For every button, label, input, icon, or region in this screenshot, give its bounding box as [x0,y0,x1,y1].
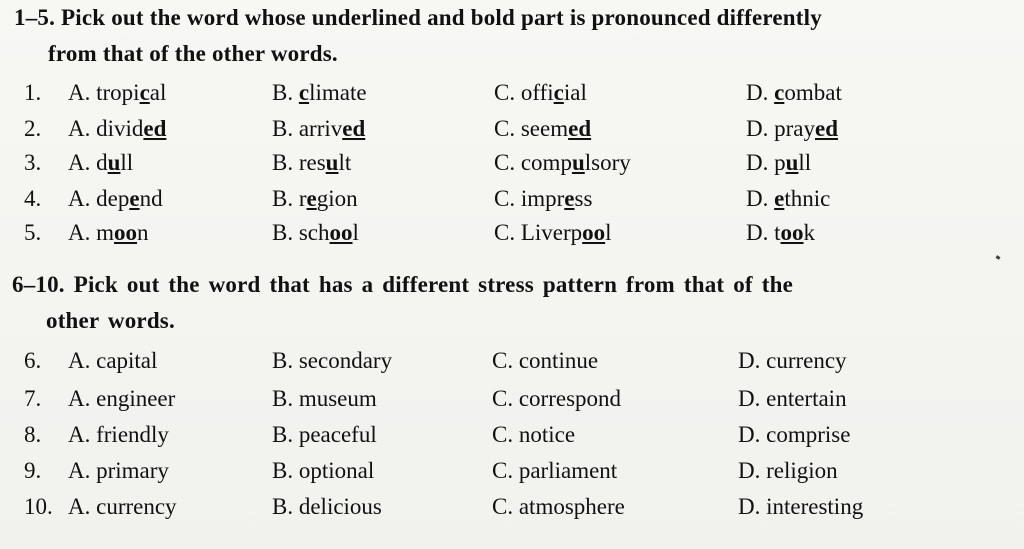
underlined-part: ed [342,116,366,141]
word-part: l [352,220,359,245]
word-part: arriv [298,116,343,141]
word-part: d [96,150,108,175]
word-part: offi [520,80,554,105]
option-b: B. delicious [272,494,382,519]
question-number: 8. [24,422,42,447]
question-number: 7. [24,386,42,411]
word-part: dep [96,186,130,211]
option-letter: D. [746,116,775,141]
question-row-2 [0,116,1024,152]
option-b [272,186,358,212]
underlined-part: oo [114,220,138,245]
option-d: D. entertain [738,386,847,411]
option-d [746,220,815,246]
option-letter: D. [746,80,775,105]
option-a: A. primary [68,458,169,483]
word-part: ll [120,150,134,175]
section2-instruction-line2: other words. [46,308,175,333]
word-part: impr [520,186,565,211]
question-row-10 [0,494,1024,530]
question-number: 9. [24,458,42,483]
word-part: al [149,80,167,105]
option-letter: A. [68,150,97,175]
word-part: limate [309,80,367,105]
option-letter: A. [68,220,97,245]
word-part: sch [298,220,330,245]
underlined-part: u [325,150,339,175]
question-number: 10. [24,494,53,519]
underlined-part: ed [568,116,592,141]
option-a [68,80,166,106]
question-row-6 [0,348,1024,384]
option-c [494,150,631,176]
underlined-part: ed [143,116,167,141]
question-row-7 [0,386,1024,422]
option-d: D. comprise [738,422,851,447]
option-a [68,116,166,142]
option-b [272,220,359,246]
option-b [272,150,351,176]
word-part: nd [139,186,163,211]
word-part: seem [520,116,569,141]
question-number: 1. [24,80,42,105]
word-part: tropi [96,80,140,105]
word-part: p [774,150,786,175]
underlined-part: oo [329,220,353,245]
option-c: C. notice [492,422,576,447]
option-letter: B. [272,186,299,211]
question-number: 2. [24,116,42,141]
section1-instruction [14,0,1004,72]
option-d [746,116,838,142]
question-row-4 [0,186,1024,222]
underlined-part: oo [780,220,804,245]
option-c [494,80,587,106]
option-letter: B. [272,220,299,245]
option-a: A. capital [68,348,158,373]
option-letter: B. [272,150,299,175]
option-letter: C. [494,220,521,245]
question-number: 6. [24,348,42,373]
question-row-5 [0,220,1024,256]
option-a [68,150,133,176]
section1-instruction-line2: from that of the other words. [48,41,338,66]
underlined-part: e [774,186,785,211]
section1-instruction-line1: Pick out the word whose underlined and bold part is pronounced differently [61,5,822,30]
underlined-part: e [129,186,140,211]
word-part: r [298,186,307,211]
section2-instruction-line1: Pick out the word that has a different stress pattern from that of the [73,272,793,297]
option-letter: C. [494,116,521,141]
word-part: lt [338,150,352,175]
option-c: C. parliament [492,458,618,483]
word-part: ial [563,80,587,105]
section2-number: 6–10. [12,272,65,297]
option-letter: C. [494,150,521,175]
word-part: thnic [784,186,831,211]
question-row-9 [0,458,1024,494]
option-c [494,220,612,246]
option-letter: A. [68,186,97,211]
word-part: ombat [784,80,842,105]
option-letter: D. [746,186,775,211]
option-letter: D. [746,150,775,175]
option-b: B. secondary [272,348,393,373]
word-part: pray [774,116,815,141]
word-part: res [298,150,326,175]
option-d: D. currency [738,348,847,373]
question-number: 4. [24,186,42,211]
option-letter: D. [746,220,775,245]
option-letter: A. [68,80,97,105]
option-letter: B. [272,116,299,141]
option-a: A. currency [68,494,177,519]
option-b: B. peaceful [272,422,377,447]
option-letter: C. [494,80,521,105]
word-part: gion [316,186,358,211]
option-b: B. museum [272,386,377,411]
question-number: 3. [24,150,42,175]
option-a: A. friendly [68,422,169,447]
section2-instruction [12,267,1002,339]
word-part: comp [520,150,572,175]
option-b [272,116,365,142]
word-part: n [137,220,149,245]
option-d: D. interesting [738,494,864,519]
word-part: Liverp [520,220,583,245]
word-part: lsory [584,150,631,175]
option-d: D. religion [738,458,838,483]
underlined-part: c [774,80,785,105]
word-part: m [96,220,115,245]
underlined-part: u [107,150,121,175]
underlined-part: ed [815,116,838,141]
underlined-part: c [139,80,150,105]
option-a [68,186,163,212]
word-part: divid [96,116,144,141]
option-a [68,220,149,246]
underlined-part: e [306,186,317,211]
word-part: ll [798,150,812,175]
underlined-part: u [571,150,585,175]
option-b: B. optional [272,458,375,483]
option-c: C. atmosphere [492,494,625,519]
option-letter: A. [68,116,97,141]
option-letter: B. [272,80,299,105]
underlined-part: e [564,186,575,211]
option-d [746,150,811,176]
option-c: C. correspond [492,386,622,411]
option-c [494,186,592,212]
option-d [746,186,830,212]
section1-number: 1–5. [14,5,56,30]
option-d [746,80,842,106]
option-c [494,116,591,142]
option-c: C. continue [492,348,599,373]
question-row-8 [0,422,1024,458]
question-number: 5. [24,220,42,245]
underlined-part: u [785,150,799,175]
word-part: k [803,220,816,245]
option-letter: C. [494,186,521,211]
underlined-part: c [553,80,564,105]
question-row-3 [0,150,1024,186]
option-a: A. engineer [68,386,176,411]
question-row-1 [0,80,1024,116]
word-part: ss [574,186,593,211]
word-part: l [605,220,612,245]
underlined-part: oo [582,220,606,245]
underlined-part: c [298,80,310,105]
word-part: t [774,220,781,245]
option-b [272,80,367,106]
